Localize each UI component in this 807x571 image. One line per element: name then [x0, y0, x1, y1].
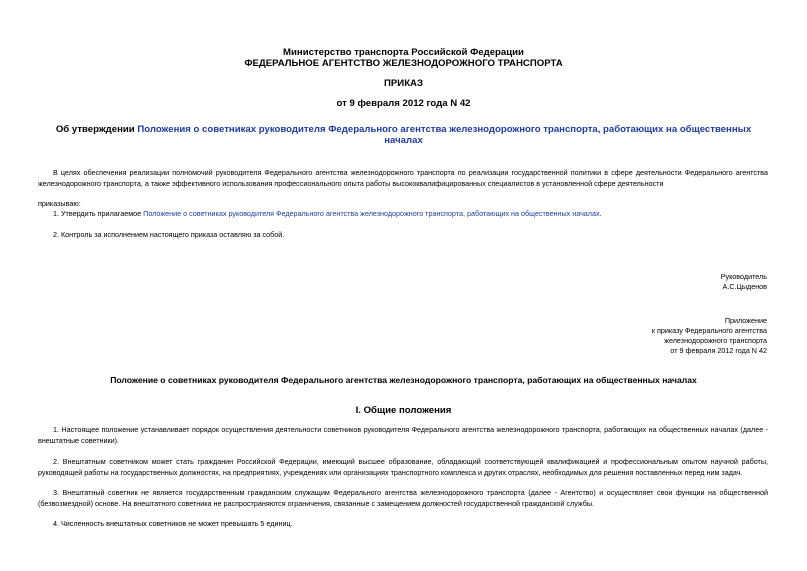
order-item-1-suffix: .: [599, 209, 602, 218]
regulation-title: Положение о советниках руководителя Федерального агентства железнодорожного транспорта, работающих на общественных началах: [110, 375, 697, 385]
order-item-2: 2. Контроль за исполнением настоящего приказа оставляю за собой.: [53, 230, 285, 239]
signature-role: Руководитель: [720, 272, 767, 281]
signature-name: А.С.Цыденов: [722, 282, 767, 291]
regulation-paragraph-1: 1. Настоящее положение устанавливает порядок осуществления деятельности советников руководителя Федерального агентства железнодорожного транспорта, работающих на общественных началах (далее - внештатные советники).: [38, 425, 768, 445]
doc-date-number: от 9 февраля 2012 года N 42: [336, 98, 471, 109]
regulation-paragraph-3: 3. Внештатный советник не является государственным гражданским служащим Федерального агентства железнодорожного транспорта (далее - Агентство) и осуществляет свои функции на общественной (безвозмездной) основе. На внештатного советника не распространяются ограничения, связанные с замещением должностей государственной гражданской службы.: [38, 488, 768, 508]
appendix-line-3: железнодорожного транспорта: [664, 336, 767, 345]
order-item-1: [38, 208, 768, 219]
regulation-paragraph-4: 4. Численность внештатных советников не может превышать 5 единиц.: [53, 519, 293, 528]
regulation-link-2[interactable]: Положение о советниках руководителя Федерального агентства железнодорожного транспорта, работающих на общественных началах: [143, 209, 600, 218]
appendix-line-4: от 9 февраля 2012 года N 42: [670, 346, 767, 355]
order-title: [40, 124, 767, 146]
section-heading: I. Общие положения: [355, 405, 452, 416]
regulation-paragraph-2: 2. Внештатным советником может стать гражданин Российской Федерации, имеющий высшее образование, обладающий соответствующей квалификацией и профессиональным опытом научной работы, руководящей работы на государственных должностях, на предприятиях, учреждениях или организациях транспортного комплекса и других отраслях, необходимых для решения поставленных перед ним задач.: [38, 457, 768, 477]
ministry-name: Министерство транспорта Российской Федерации: [283, 47, 524, 58]
order-title-prefix: Об утверждении: [55, 124, 138, 135]
order-item-1-prefix: 1. Утвердить прилагаемое: [53, 209, 144, 218]
doc-type: ПРИКАЗ: [384, 78, 423, 89]
preamble-paragraph: В целях обеспечения реализации полномочий руководителя Федерального агентства железнодорожного транспорта по реализации государственной политики в сфере деятельности Федерального агентства железнодорожного транспорта, а также эффективного использования профессионального опыта работы высококвалифицированных специалистов в установленной сфере деятельности: [38, 168, 768, 188]
appendix-line-1: Приложение: [724, 316, 767, 325]
appendix-line-2: к приказу Федерального агентства: [651, 326, 767, 335]
agency-name: ФЕДЕРАЛЬНОЕ АГЕНТСТВО ЖЕЛЕЗНОДОРОЖНОГО ТРАНСПОРТА: [244, 58, 563, 69]
order-word: приказываю:: [38, 199, 81, 208]
regulation-link[interactable]: Положения о советниках руководителя Федерального агентства железнодорожного транспорта, работающих на общественных началах: [137, 124, 752, 146]
